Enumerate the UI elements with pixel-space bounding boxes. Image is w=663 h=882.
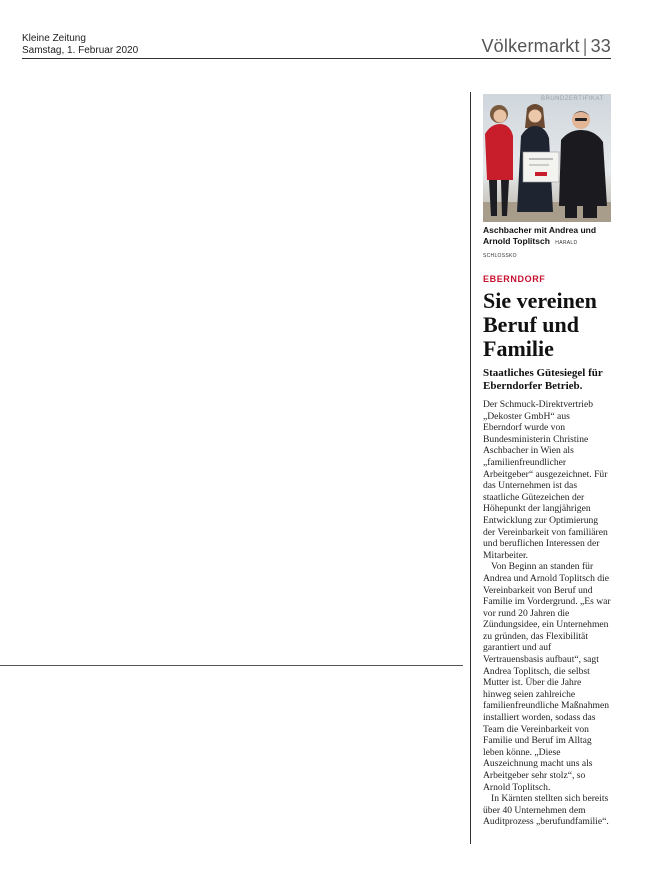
article-photo (483, 94, 611, 222)
section-name: Völkermarkt (481, 36, 580, 56)
photo-credit: HARALD SCHLOSSKO (483, 240, 578, 259)
photo-banner: BRUNDZERTIFIKAT (541, 96, 604, 102)
column-rule (470, 92, 471, 844)
section-header (481, 36, 611, 57)
article (483, 94, 611, 828)
section-separator: | (582, 36, 588, 56)
article-headline: Sie vereinen Beruf und Familie (483, 288, 597, 361)
header-rule (22, 58, 611, 59)
photo-illustration (483, 94, 611, 222)
publication-date: Samstag, 1. Februar 2020 (22, 45, 139, 56)
caption-text: Aschbacher mit Andrea und Arnold Toplitsch (483, 225, 597, 246)
publication-name: Kleine Zeitung (22, 33, 86, 44)
photo-caption (483, 225, 611, 262)
article-subheadline: Staatliches Gütesiegel für Eberndorfer Betrieb. (483, 367, 603, 392)
article-kicker: EBERNDORF (483, 274, 546, 284)
masthead (22, 33, 138, 57)
page-number: 33 (590, 36, 611, 56)
article-body (483, 399, 611, 828)
article-paragraph: Von Beginn an standen für Andrea und Arnold Toplitsch die Vereinbarkeit von Beruf und Familie im Vordergrund. „Es war vor rund 20 Jahren die Zündungsidee, ein Unternehmen zu gründen, das Flexibilität garantiert und auf Vertrauensbasis aufbaut“, sagt Andrea Toplitsch, die selbst Mutter ist. Über die Jahre hinweg seien zahlreiche familienfreundliche Maßnahmen installiert worden, sodass das Team die Vereinbarkeit von Familie und Beruf im Alltag leben könne. „Diese Auszeichnung macht uns als Arbeitgeber sehr stolz“, so Arnold Toplitsch. (483, 561, 611, 793)
section-divider (0, 665, 463, 666)
article-paragraph: Der Schmuck-Direktvertrieb „Dekoster GmbH“ aus Eberndorf wurde von Bundesministerin Christine Aschbacher in Wien als „familienfreundlicher Arbeitgeber“ ausgezeichnet. Für das Unternehmen ist das staatliche Gütezeichen der Höhepunkt der langjährigen Entwicklung zur Optimierung der Vereinbarkeit von familiären und beruflichen Interessen der Mitarbeiter. (483, 399, 608, 561)
article-paragraph: In Kärnten stellten sich bereits über 40 Unternehmen dem Auditprozess „berufundfamilie“. (483, 793, 609, 828)
